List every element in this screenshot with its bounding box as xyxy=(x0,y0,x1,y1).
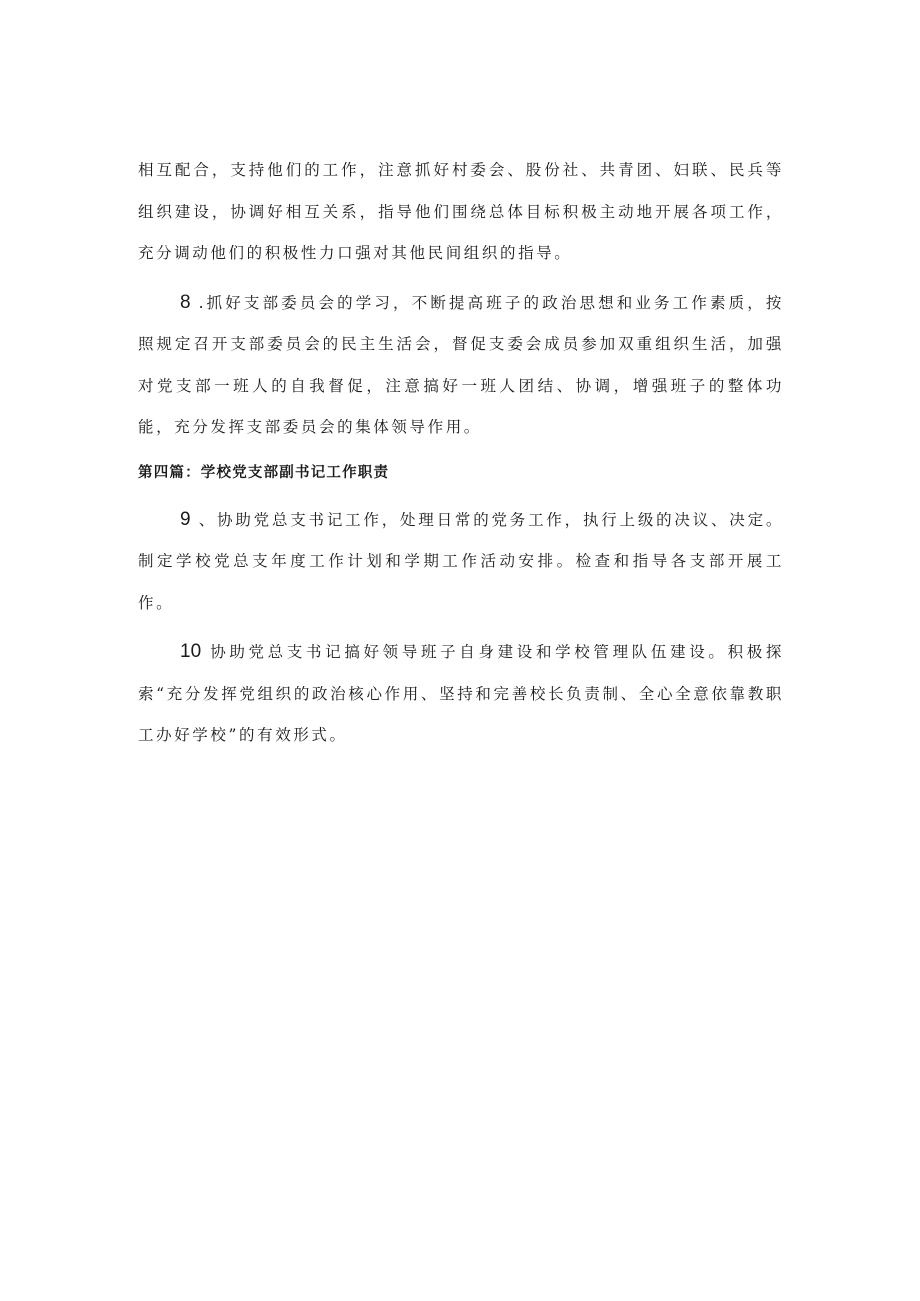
section-heading: 第四篇：学校党支部副书记工作职责 xyxy=(138,464,390,481)
paragraph-text: .抓好支部委员会的学习，不断提高班子的政治思想和业务工作素质，按照规定召开支部委员会的民主生活会，督促支委会成员参加双重组织生活，加强对党支部一班人的自我督促，注意搞好一班人团结、协调，增强班子的整体功能，充分发挥支部委员会的集体领导作用。 xyxy=(138,293,784,436)
paragraph-item-8 xyxy=(138,282,784,449)
paragraph-continued xyxy=(138,150,784,275)
paragraph-text: 协助党总支书记搞好领导班子自身建设和学校管理队伍建设。积极探索“充分发挥党组织的政治核心作用、坚持和完善校长负责制、全心全意依靠教职工办好学校”的有效形式。 xyxy=(138,643,784,744)
item-number: 8 xyxy=(180,291,191,313)
paragraph-text: 、协助党总支书记工作，处理日常的党务工作，执行上级的决议、决定。制定学校党总支年度工作计划和学期工作活动安排。检查和指导各支部开展工作。 xyxy=(138,510,784,612)
paragraph-item-9 xyxy=(138,499,784,625)
item-number: 10 xyxy=(180,641,202,662)
paragraph-item-10 xyxy=(138,631,784,757)
paragraph-text: 相互配合，支持他们的工作，注意抓好村委会、股份社、共青团、妇联、民兵等组织建设，协调好相互关系，指导他们围绕总体目标积极主动地开展各项工作，充分调动他们的积极性力口强对其他民间组织的指导。 xyxy=(138,161,784,262)
item-number: 9 xyxy=(180,508,191,530)
document-page xyxy=(138,150,784,757)
